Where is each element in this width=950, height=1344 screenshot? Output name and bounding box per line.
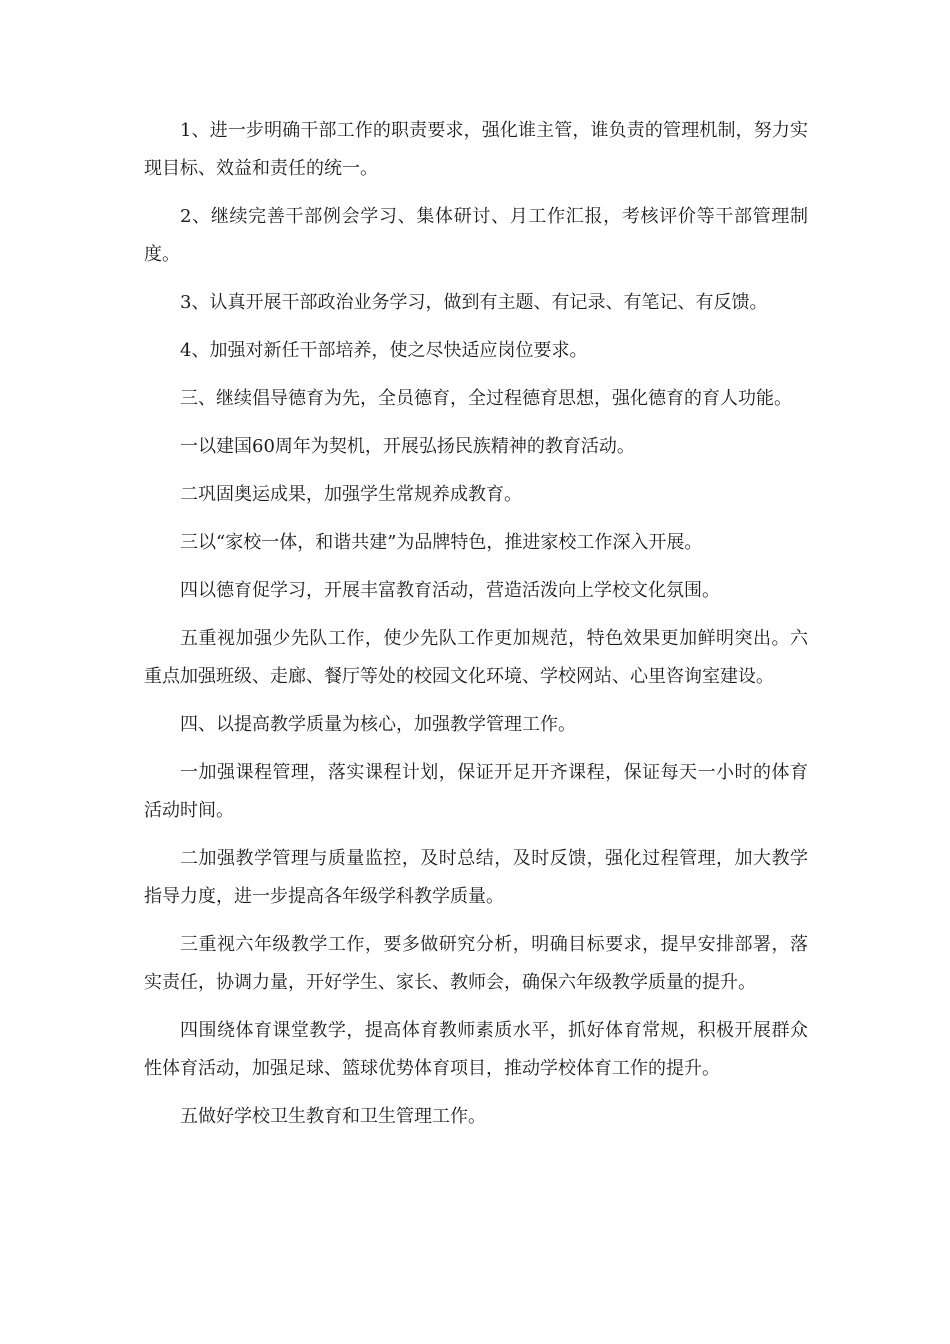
paragraph-3: 3、认真开展干部政治业务学习，做到有主题、有记录、有笔记、有反馈。 xyxy=(180,292,768,313)
document-body xyxy=(144,112,808,1146)
paragraph-6: 二巩固奥运成果，加强学生常规养成教育。 xyxy=(180,484,522,505)
paragraph-13: 四围绕体育课堂教学，提高体育教师素质水平，抓好体育常规，积极开展群众性体育活动，加强足球、篮球优势体育项目，推动学校体育工作的提升。 xyxy=(144,1020,808,1079)
paragraph-7: 三以“家校一体，和谐共建”为品牌特色，推进家校工作深入开展。 xyxy=(180,532,703,553)
paragraph-10: 一加强课程管理，落实课程计划，保证开足开齐课程，保证每天一小时的体育活动时间。 xyxy=(144,762,808,821)
paragraph-4: 4、加强对新任干部培养，使之尽快适应岗位要求。 xyxy=(180,340,588,361)
paragraph-2: 2、继续完善干部例会学习、集体研讨、月工作汇报，考核评价等干部管理制度。 xyxy=(144,206,808,265)
paragraph-12: 三重视六年级教学工作，要多做研究分析，明确目标要求，提早安排部署，落实责任，协调力量，开好学生、家长、教师会，确保六年级教学质量的提升。 xyxy=(144,934,808,993)
section-heading-4: 四、以提高教学质量为核心，加强教学管理工作。 xyxy=(180,714,576,735)
paragraph-11: 二加强教学管理与质量监控，及时总结，及时反馈，强化过程管理，加大教学指导力度，进一步提高各年级学科教学质量。 xyxy=(144,848,808,907)
paragraph-1: 1、进一步明确干部工作的职责要求，强化谁主管，谁负责的管理机制，努力实现目标、效益和责任的统一。 xyxy=(144,120,808,179)
section-heading-3: 三、继续倡导德育为先，全员德育，全过程德育思想，强化德育的育人功能。 xyxy=(180,388,792,409)
paragraph-14: 五做好学校卫生教育和卫生管理工作。 xyxy=(180,1106,486,1127)
paragraph-9: 五重视加强少先队工作，使少先队工作更加规范，特色效果更加鲜明突出。六重点加强班级、走廊、餐厅等处的校园文化环境、学校网站、心里咨询室建设。 xyxy=(144,628,808,687)
paragraph-8: 四以德育促学习，开展丰富教育活动，营造活泼向上学校文化氛围。 xyxy=(180,580,720,601)
paragraph-5: 一以建国60周年为契机，开展弘扬民族精神的教育活动。 xyxy=(180,436,635,457)
